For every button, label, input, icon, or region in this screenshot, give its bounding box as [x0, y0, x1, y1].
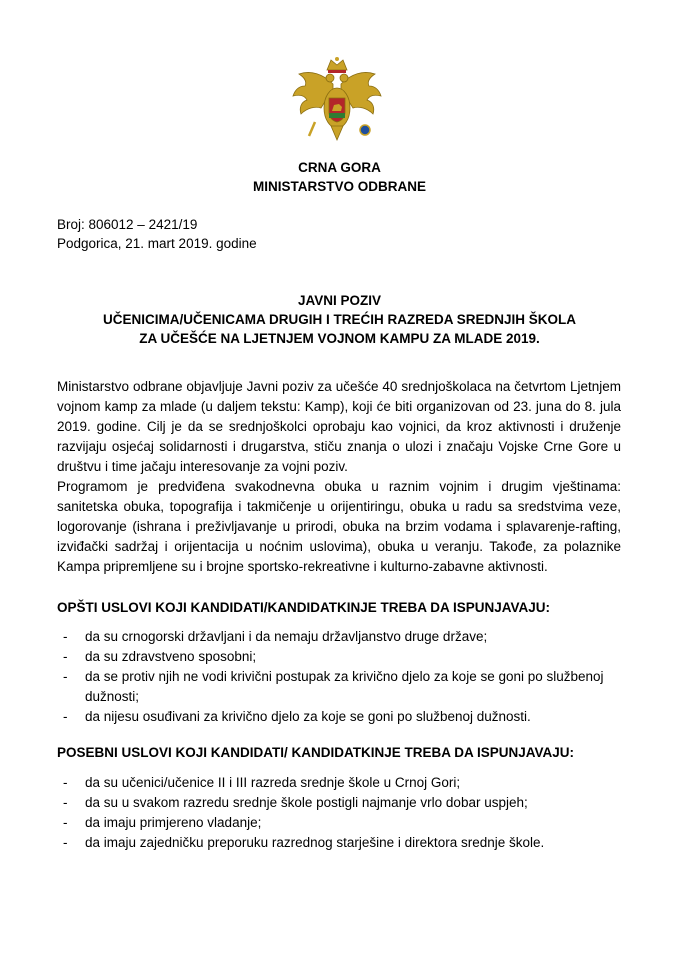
- body-paragraph-1: Ministarstvo odbrane objavljuje Javni poziv za učešće 40 srednjoškolaca na četvrtom Ljetnjem vojnom kamp za mlade (u daljem tekstu: Kamp), koji će biti organizovan od 23. juna do 8. jula 2019. godine. Cilj je da se srednjoškolci oprobaju kao vojnici, da kroz aktivnosti i druženje razvijaju osjećaj solidarnosti i drugarstva, stiču znanja o ulozi i značaju Vojske Crne Gore u društvu i time jačaju interesovanje za vojni poziv.: [57, 379, 621, 474]
- list-item: - da su u svakom razredu srednje škole postigli najmanje vrlo dobar uspjeh;: [57, 793, 621, 813]
- body-paragraph-2: Programom je predviđena svakodnevna obuka u raznim vojnim i drugim vještinama: sanitetska obuka, topografija i takmičenje u orijentiringu, obuka u radu sa sredstvima veze, logorovanje (ishrana i preživljavanje u prirodi, obuka na brzim vodama i splavarenje-rafting, izviđački sadržaj i orijentacija u noćnim uslovima), obuka u veranju. Takođe, za polaznike Kampa pripremljene su i brojne sportsko-rekreativne i kulturno-zabavne aktivnosti.: [57, 479, 621, 574]
- document-subtitle-line2: ZA UČEŠĆE NA LJETNJEM VOJNOM KAMPU ZA MLADE 2019.: [139, 331, 540, 346]
- list-item: - da su zdravstveno sposobni;: [57, 647, 621, 667]
- document-place-date: Podgorica, 21. mart 2019. godine: [57, 236, 257, 251]
- header-ministry: MINISTARSTVO ODBRANE: [252, 179, 426, 194]
- document-reference: Broj: 806012 – 2421/19: [57, 217, 198, 232]
- coat-of-arms-icon: [287, 56, 387, 146]
- document-subtitle-line1: UČENICIMA/UČENICAMA DRUGIH I TREĆIH RAZREDA SREDNJIH ŠKOLA: [102, 312, 576, 327]
- special-conditions-list: [57, 773, 621, 853]
- list-item: - da nijesu osuđivani za krivično djelo za koje se goni po službenoj dužnosti.: [57, 707, 621, 727]
- special-conditions-heading: POSEBNI USLOVI KOJI KANDIDATI/ KANDIDATKINJE TREBA DA ISPUNJAVAJU:: [57, 745, 575, 760]
- list-item: - da imaju primjereno vladanje;: [57, 813, 621, 833]
- general-conditions-heading: OPŠTI USLOVI KOJI KANDIDATI/KANDIDATKINJE TREBA DA ISPUNJAVAJU:: [57, 600, 551, 615]
- list-item: - da su učenici/učenice II i III razreda srednje škole u Crnoj Gori;: [57, 773, 621, 793]
- list-item: - da se protiv njih ne vodi krivični postupak za krivično djelo za koje se goni po službenoj dužnosti;: [57, 667, 621, 707]
- list-item: - da imaju zajedničku preporuku razrednog starješine i direktora srednje škole.: [57, 833, 621, 853]
- header-country: CRNA GORA: [298, 160, 381, 175]
- general-conditions-list: [57, 627, 621, 727]
- document-title: JAVNI POZIV: [297, 293, 382, 308]
- list-item: - da su crnogorski državljani i da nemaju državljanstvo druge države;: [57, 627, 621, 647]
